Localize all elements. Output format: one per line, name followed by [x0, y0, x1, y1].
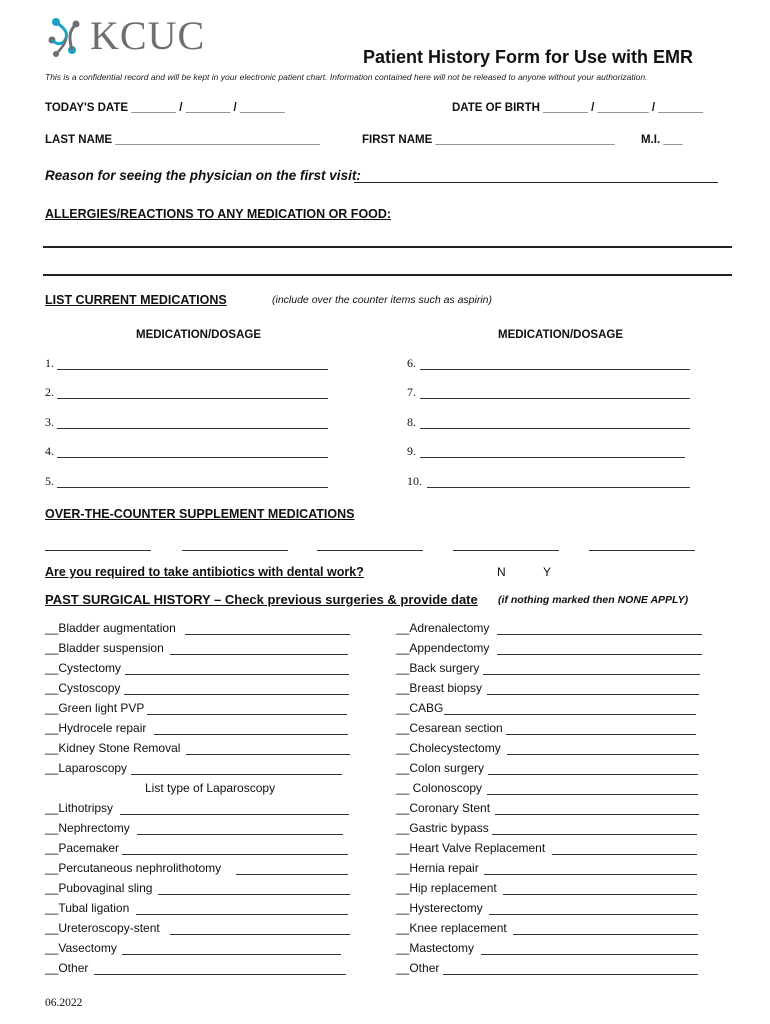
medication-number: 3. [45, 415, 54, 429]
surgery-item-cystoscopy[interactable]: __Cystoscopy [45, 681, 121, 695]
medication-number: 1. [45, 356, 54, 370]
surgery-date-line[interactable] [488, 774, 698, 775]
first-name-field[interactable]: FIRST NAME ____________________________ [362, 134, 615, 146]
surgery-date-line[interactable] [552, 854, 697, 855]
reason-input-line[interactable] [354, 182, 718, 183]
surgery-date-line[interactable] [170, 654, 348, 655]
medication-line[interactable] [420, 428, 690, 429]
laparoscopy-type-label: List type of Laparoscopy [145, 781, 276, 795]
kcuc-logo [46, 13, 226, 60]
surgery-item-heart-valve-replacement[interactable]: __Heart Valve Replacement [396, 841, 546, 855]
surgery-date-line[interactable] [506, 734, 696, 735]
surgery-date-line[interactable] [185, 634, 350, 635]
surgery-item-pacemaker[interactable]: __Pacemaker [45, 841, 120, 855]
surgery-item-hydrocele-repair[interactable]: __Hydrocele repair [45, 721, 147, 735]
surgery-date-line[interactable] [236, 874, 348, 875]
reason-label: Reason for seeing the physician on the first visit: [45, 168, 361, 183]
surgery-date-line[interactable] [94, 974, 346, 975]
date-of-birth-field[interactable]: DATE OF BIRTH _______ / ________ / _______ [452, 102, 704, 114]
allergies-line-2[interactable] [43, 274, 732, 276]
supplement-line[interactable] [589, 550, 695, 551]
surgery-item-cystectomy[interactable]: __Cystectomy [45, 661, 122, 675]
surgery-date-line[interactable] [186, 754, 350, 755]
supplement-line[interactable] [45, 550, 151, 551]
medications-label: LIST CURRENT MEDICATIONS [45, 293, 227, 307]
supplement-line[interactable] [317, 550, 423, 551]
surgery-item-breast-biopsy[interactable]: __Breast biopsy [396, 681, 483, 695]
surgery-item-lithotripsy[interactable]: __Lithotripsy [45, 801, 114, 815]
medication-line[interactable] [420, 398, 690, 399]
allergies-line-1[interactable] [43, 246, 732, 248]
logo-text: KCUC [90, 13, 206, 58]
surgery-date-line[interactable] [497, 654, 702, 655]
surgery-item-cabg[interactable]: __CABG [396, 701, 444, 715]
surgery-item-gastric-bypass[interactable]: __Gastric bypass [396, 821, 489, 835]
antibiotics-no-option[interactable]: N [497, 565, 506, 579]
middle-initial-field[interactable]: M.I. ___ [641, 134, 683, 146]
surgery-date-line[interactable] [136, 914, 348, 915]
form-version: 06.2022 [45, 997, 83, 1009]
surgery-item-hernia-repair[interactable]: __Hernia repair [396, 861, 479, 875]
antibiotics-question: Are you required to take antibiotics with dental work? [45, 565, 364, 579]
medication-number: 9. [407, 444, 416, 458]
medication-line[interactable] [57, 428, 328, 429]
medication-number: 8. [407, 415, 416, 429]
surgery-date-line[interactable] [120, 814, 349, 815]
surgery-date-line[interactable] [125, 674, 349, 675]
surgery-date-line[interactable] [487, 794, 698, 795]
surgery-date-line[interactable] [507, 754, 699, 755]
surgery-date-line[interactable] [513, 934, 698, 935]
surgery-item-hip-replacement[interactable]: __Hip replacement [396, 881, 497, 895]
surgery-item-percutaneous-nephrolithotomy[interactable]: __Percutaneous nephrolithotomy [45, 861, 222, 875]
surgery-item-laparoscopy[interactable]: __Laparoscopy [45, 761, 128, 775]
surgery-date-line[interactable] [122, 854, 348, 855]
surgery-item-back-surgery[interactable]: __Back surgery [396, 661, 480, 675]
surgery-date-line[interactable] [492, 834, 697, 835]
surgery-date-line[interactable] [443, 974, 698, 975]
medication-header-left: MEDICATION/DOSAGE [136, 329, 262, 341]
medication-number: 10. [407, 474, 422, 488]
surgery-date-line[interactable] [137, 834, 343, 835]
medication-line[interactable] [420, 457, 685, 458]
surgery-item-other-left[interactable]: __Other [45, 961, 89, 975]
surgical-history-note: (if nothing marked then NONE APPLY) [498, 594, 689, 606]
surgical-history-label: PAST SURGICAL HISTORY – Check previous surgeries & provide date [45, 592, 478, 607]
page-title: Patient History Form for Use with EMR [363, 47, 694, 67]
supplements-label: OVER-THE-COUNTER SUPPLEMENT MEDICATIONS [45, 507, 355, 521]
surgery-date-line[interactable] [489, 914, 698, 915]
medication-number: 6. [407, 356, 416, 370]
surgery-date-line[interactable] [444, 714, 696, 715]
medication-line[interactable] [57, 398, 328, 399]
surgery-date-line[interactable] [170, 934, 350, 935]
surgery-item-hysterectomy[interactable]: __Hysterectomy [396, 901, 483, 915]
medication-line[interactable] [57, 457, 328, 458]
surgery-item-cesarean-section[interactable]: __Cesarean section [396, 721, 503, 735]
medications-note: (include over the counter items such as aspirin) [272, 294, 493, 306]
surgery-item-colon-surgery[interactable]: __Colon surgery [396, 761, 485, 775]
surgery-item-bladder-augmentation[interactable]: __Bladder augmentation [45, 621, 176, 635]
surgery-item-coronary-stent[interactable]: __Coronary Stent [396, 801, 491, 815]
surgery-date-line[interactable] [131, 774, 342, 775]
medication-line[interactable] [420, 369, 690, 370]
surgery-item-kidney-stone-removal[interactable]: __Kidney Stone Removal [45, 741, 181, 755]
surgery-date-line[interactable] [495, 814, 699, 815]
surgery-item-mastectomy[interactable]: __Mastectomy [396, 941, 475, 955]
surgery-date-line[interactable] [122, 954, 341, 955]
surgery-item-colonoscopy[interactable]: __ Colonoscopy [396, 781, 483, 795]
medication-number: 7. [407, 385, 416, 399]
surgery-item-pubovaginal-sling[interactable]: __Pubovaginal sling [45, 881, 153, 895]
surgery-date-line[interactable] [154, 734, 348, 735]
surgery-item-vasectomy[interactable]: __Vasectomy [45, 941, 117, 955]
supplement-line[interactable] [453, 550, 559, 551]
surgery-item-knee-replacement[interactable]: __Knee replacement [396, 921, 507, 935]
surgery-date-line[interactable] [124, 694, 349, 695]
surgery-item-cholecystectomy[interactable]: __Cholecystectomy [396, 741, 501, 755]
surgery-date-line[interactable] [484, 874, 697, 875]
surgery-item-green-light-pvp[interactable]: __Green light PVP [45, 701, 145, 715]
surgery-date-line[interactable] [147, 714, 347, 715]
surgery-item-adrenalectomy[interactable]: __Adrenalectomy [396, 621, 490, 635]
medication-number: 4. [45, 444, 54, 458]
surgery-item-ureteroscopy-stent[interactable]: __Ureteroscopy-stent [45, 921, 160, 935]
supplement-line[interactable] [182, 550, 288, 551]
surgery-date-line[interactable] [503, 894, 697, 895]
todays-date-field[interactable]: TODAY'S DATE _______ / _______ / _______ [45, 102, 285, 114]
medication-number: 5. [45, 474, 54, 488]
surgery-item-tubal-ligation[interactable]: __Tubal ligation [45, 901, 130, 915]
surgery-date-line[interactable] [481, 954, 698, 955]
medication-header-right: MEDICATION/DOSAGE [498, 329, 624, 341]
last-name-field[interactable]: LAST NAME ________________________________ [45, 134, 320, 146]
surgery-item-nephrectomy[interactable]: __Nephrectomy [45, 821, 130, 835]
surgery-item-bladder-suspension[interactable]: __Bladder suspension [45, 641, 164, 655]
medication-number: 2. [45, 385, 54, 399]
confidential-notice: This is a confidential record and will be kept in your electronic patient chart. Information contained here will not be released to anyone without your authorization. [45, 72, 648, 82]
surgery-date-line[interactable] [487, 694, 699, 695]
allergies-label: ALLERGIES/REACTIONS TO ANY MEDICATION OR FOOD: [45, 207, 392, 221]
surgery-item-appendectomy[interactable]: __Appendectomy [396, 641, 490, 655]
surgery-item-other-right[interactable]: __Other [396, 961, 440, 975]
antibiotics-yes-option[interactable]: Y [543, 565, 552, 579]
medication-line[interactable] [57, 487, 328, 488]
medication-line[interactable] [57, 369, 328, 370]
medication-line[interactable] [427, 487, 690, 488]
logo-mark-icon [46, 16, 90, 60]
surgery-date-line[interactable] [483, 674, 700, 675]
surgery-date-line[interactable] [158, 894, 350, 895]
surgery-date-line[interactable] [497, 634, 702, 635]
